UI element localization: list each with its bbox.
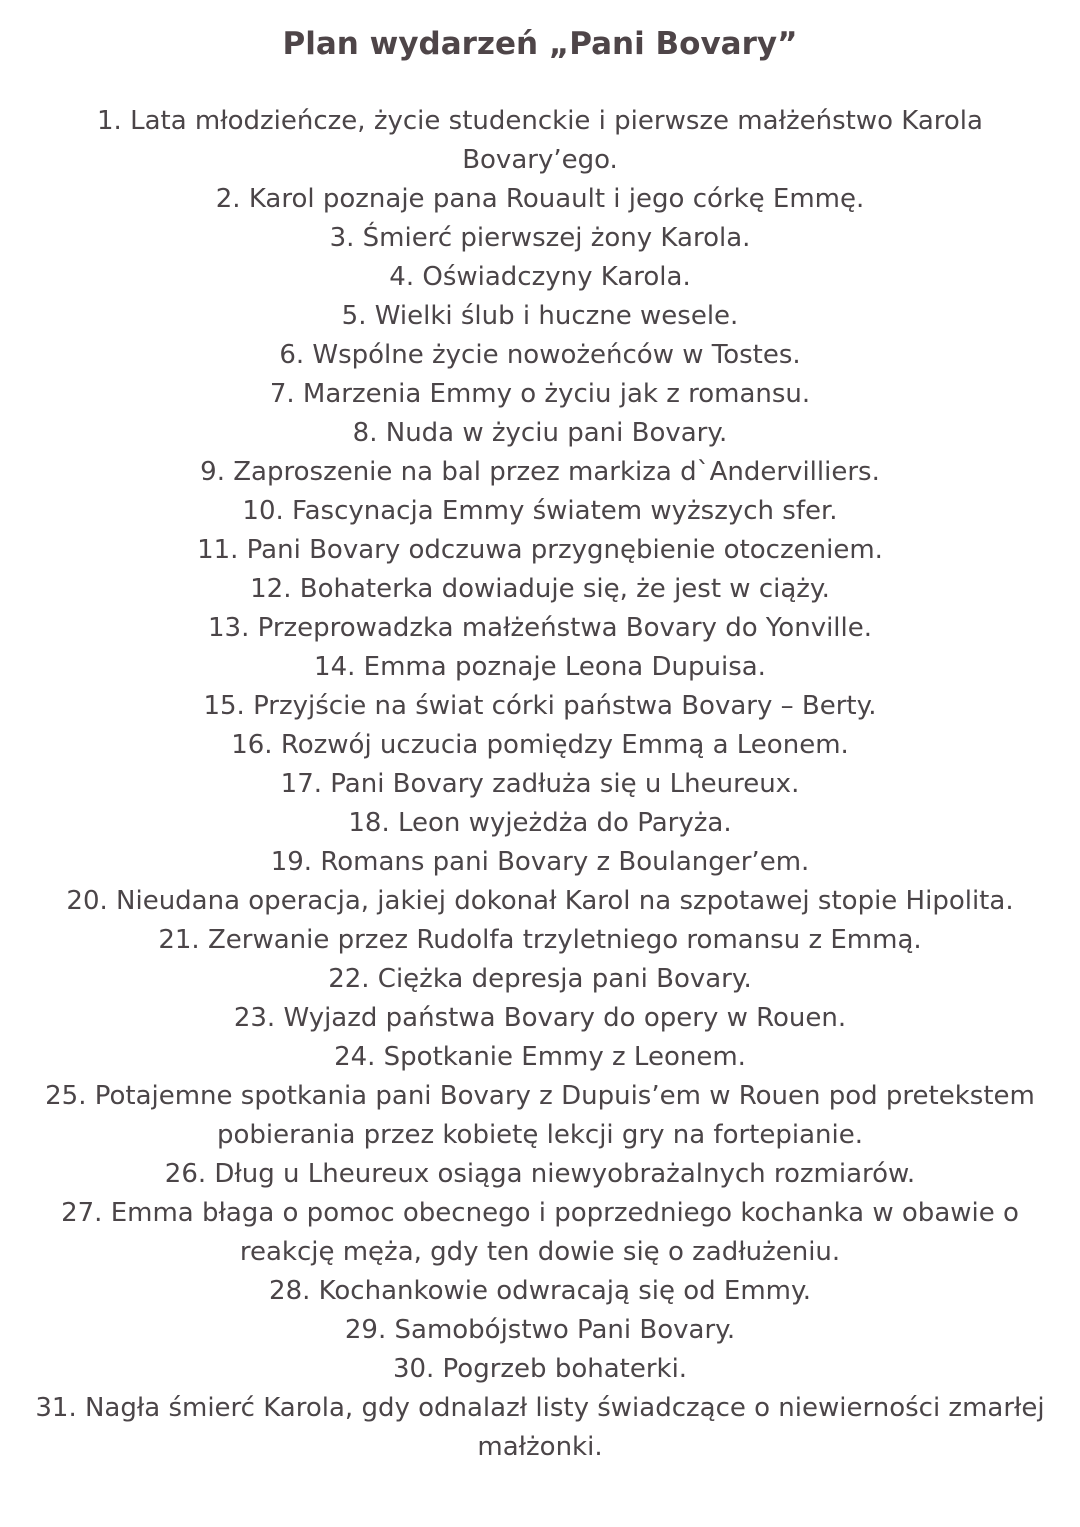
list-item: 31. Nagła śmierć Karola, gdy odnalazł listy świadczące o niewierności zmarłej małżonki. (35, 1393, 1045, 1462)
list-item: 28. Kochankowie odwracają się od Emmy. (269, 1276, 811, 1306)
event-list (30, 102, 1050, 1467)
list-item: 6. Wspólne życie nowożeńców w Tostes. (279, 340, 801, 370)
list-item: 23. Wyjazd państwa Bovary do opery w Rouen. (233, 1003, 847, 1033)
list-item: 20. Nieudana operacja, jakiej dokonał Karol na szpotawej stopie Hipolita. (66, 886, 1014, 916)
list-item: 21. Zerwanie przez Rudolfa trzyletniego romansu z Emmą. (158, 925, 922, 955)
list-item: 17. Pani Bovary zadłuża się u Lheureux. (280, 769, 800, 799)
list-item: 22. Ciężka depresja pani Bovary. (328, 964, 752, 994)
list-item: 2. Karol poznaje pana Rouault i jego córkę Emmę. (215, 184, 865, 214)
list-item: 4. Oświadczyny Karola. (389, 262, 691, 292)
list-item: 24. Spotkanie Emmy z Leonem. (334, 1042, 746, 1072)
list-item: 30. Pogrzeb bohaterki. (392, 1354, 688, 1384)
list-item: 5. Wielki ślub i huczne wesele. (341, 301, 739, 331)
list-item: 12. Bohaterka dowiaduje się, że jest w ciąży. (250, 574, 830, 604)
list-item: 10. Fascynacja Emmy światem wyższych sfer. (242, 496, 838, 526)
list-item: 15. Przyjście na świat córki państwa Bovary – Berty. (203, 691, 877, 721)
list-item: 14. Emma poznaje Leona Dupuisa. (314, 652, 766, 682)
list-item: 25. Potajemne spotkania pani Bovary z Dupuis’em w Rouen pod pretekstem pobierania przez kobietę lekcji gry na fortepianie. (45, 1081, 1035, 1150)
list-item: 11. Pani Bovary odczuwa przygnębienie otoczeniem. (197, 535, 883, 565)
list-item: 18. Leon wyjeżdża do Paryża. (348, 808, 732, 838)
page-title: Plan wydarzeń „Pani Bovary” (282, 26, 798, 62)
list-item: 16. Rozwój uczucia pomiędzy Emmą a Leonem. (231, 730, 849, 760)
list-item: 8. Nuda w życiu pani Bovary. (352, 418, 728, 448)
list-item: 3. Śmierć pierwszej żony Karola. (329, 223, 751, 253)
list-item: 1. Lata młodzieńcze, życie studenckie i pierwsze małżeństwo Karola Bovary’ego. (97, 106, 983, 175)
list-item: 26. Dług u Lheureux osiąga niewyobrażalnych rozmiarów. (164, 1159, 916, 1189)
list-item: 9. Zaproszenie na bal przez markiza d`Andervilliers. (200, 457, 880, 487)
list-item: 7. Marzenia Emmy o życiu jak z romansu. (269, 379, 811, 409)
list-item: 27. Emma błaga o pomoc obecnego i poprzedniego kochanka w obawie o reakcję męża, gdy ten dowie się o zadłużeniu. (61, 1198, 1019, 1267)
list-item: 29. Samobójstwo Pani Bovary. (344, 1315, 736, 1345)
list-item: 13. Przeprowadzka małżeństwa Bovary do Yonville. (207, 613, 873, 643)
list-item: 19. Romans pani Bovary z Boulanger’em. (270, 847, 810, 877)
